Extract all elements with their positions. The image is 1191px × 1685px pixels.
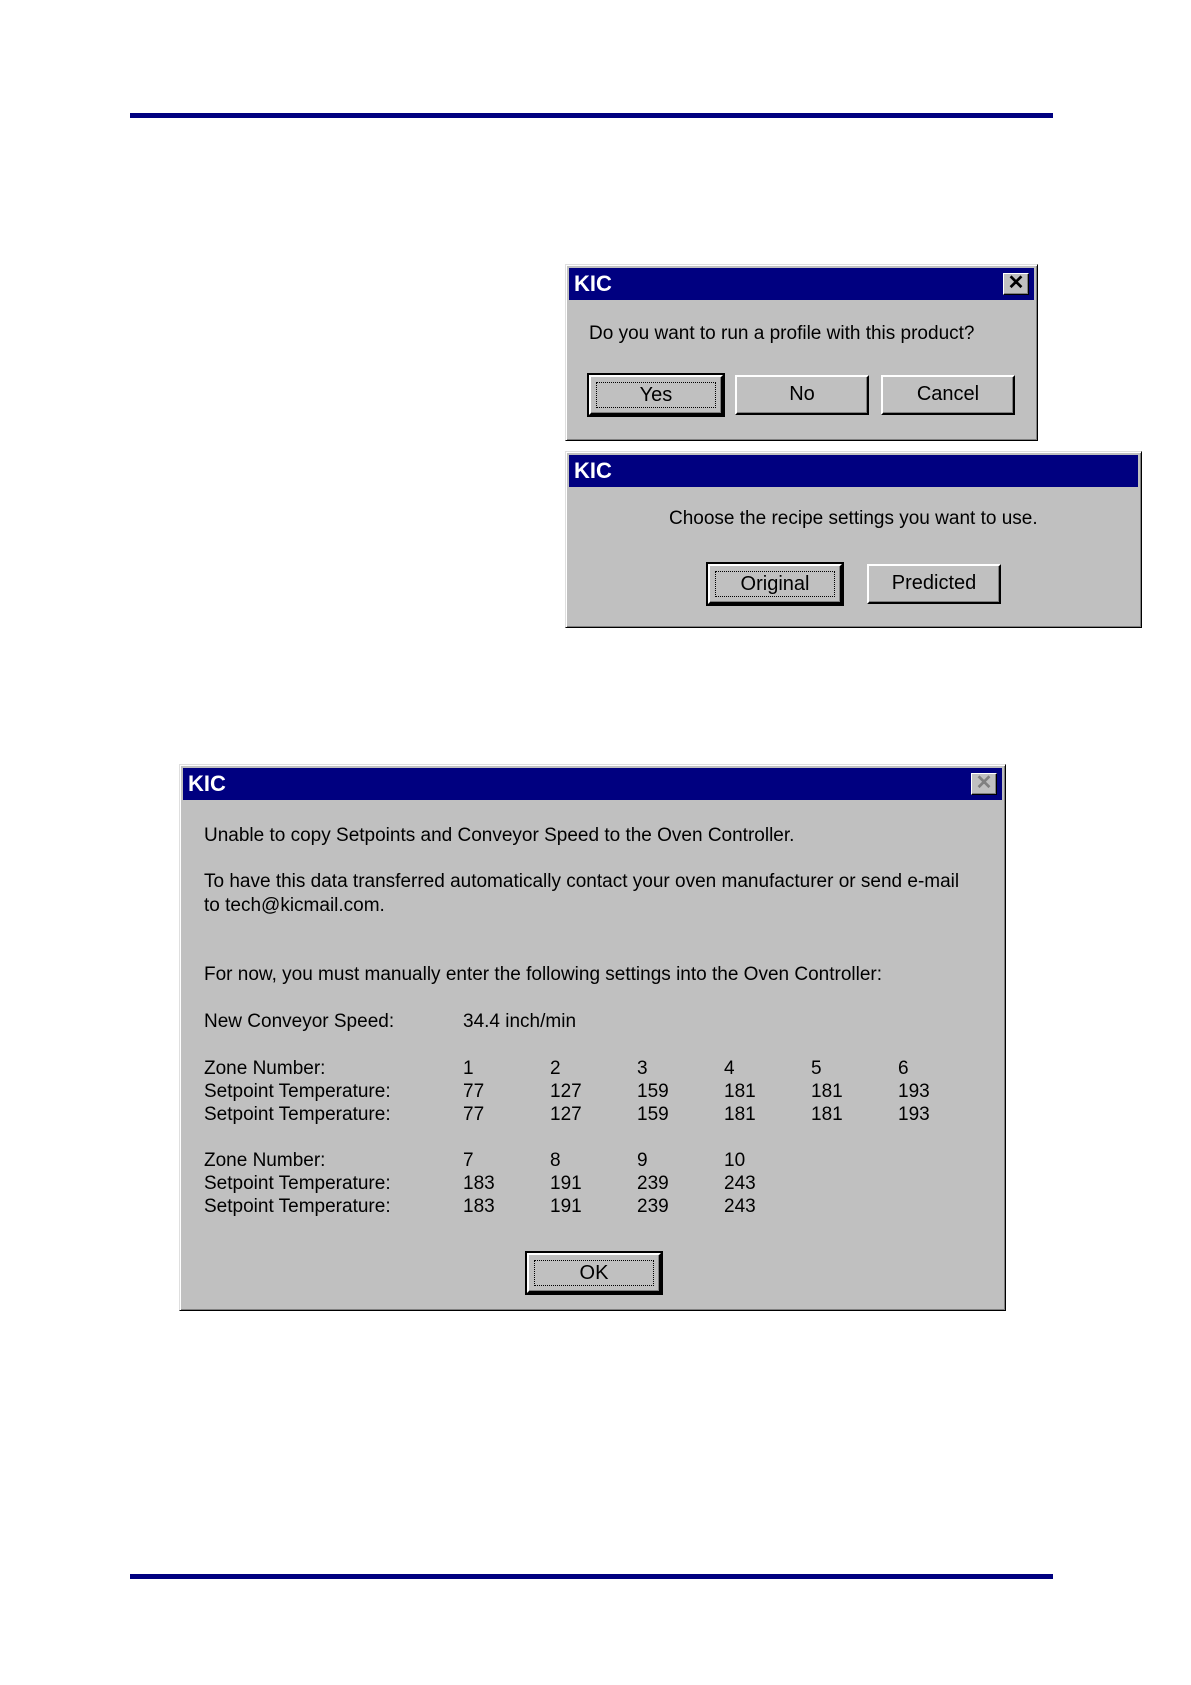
original-button-label: Original	[715, 571, 835, 597]
dialog-title: KIC	[188, 771, 226, 796]
setpoint-label: Setpoint Temperature:	[204, 1196, 391, 1217]
ok-button[interactable]	[527, 1253, 661, 1293]
setpoint-value: 239	[637, 1196, 669, 1217]
dialog-message: Do you want to run a profile with this product?	[589, 323, 975, 344]
zone-number: 10	[724, 1150, 746, 1171]
cancel-button[interactable]: Cancel	[881, 375, 1015, 415]
zone-number: 9	[637, 1150, 648, 1171]
oven-settings-dialog	[179, 764, 1006, 1311]
predicted-button[interactable]: Predicted	[867, 564, 1001, 604]
ok-button-label: OK	[534, 1260, 654, 1286]
no-button[interactable]: No	[735, 375, 869, 415]
setpoint-value: 181	[724, 1104, 756, 1125]
zone-number: 6	[898, 1058, 909, 1079]
dialog-titlebar	[183, 768, 1002, 800]
setpoint-value: 191	[550, 1196, 582, 1217]
zone-number: 3	[637, 1058, 648, 1079]
setpoint-label: Setpoint Temperature:	[204, 1173, 391, 1194]
zone-number: 5	[811, 1058, 822, 1079]
dialog-message: Choose the recipe settings you want to use.	[669, 508, 1038, 529]
conveyor-value: 34.4 inch/min	[463, 1011, 577, 1032]
setpoint-value: 181	[724, 1081, 756, 1102]
setpoint-value: 183	[463, 1196, 495, 1217]
instruction-line: For now, you must manually enter the following settings into the Oven Controller:	[204, 964, 883, 985]
info-line-email: to tech@kicmail.com.	[204, 895, 385, 916]
zone-number: 7	[463, 1150, 474, 1171]
zone-label: Zone Number:	[204, 1058, 326, 1079]
yes-button-label: Yes	[596, 382, 716, 408]
setpoint-value: 77	[463, 1104, 485, 1125]
zone-number: 2	[550, 1058, 561, 1079]
setpoint-value: 191	[550, 1173, 582, 1194]
close-icon[interactable]: ✕	[971, 773, 997, 795]
setpoint-label: Setpoint Temperature:	[204, 1104, 391, 1125]
setpoint-value: 243	[724, 1173, 756, 1194]
info-line: To have this data transferred automatically contact your oven manufacturer or send e-mail	[204, 871, 960, 892]
close-icon[interactable]: ✕	[1003, 273, 1029, 295]
setpoint-value: 243	[724, 1196, 756, 1217]
original-button[interactable]	[708, 564, 842, 604]
setpoint-value: 127	[550, 1081, 582, 1102]
yes-button[interactable]	[589, 375, 723, 415]
zone-number: 1	[463, 1058, 474, 1079]
setpoint-label: Setpoint Temperature:	[204, 1081, 391, 1102]
conveyor-label: New Conveyor Speed:	[204, 1011, 395, 1032]
profile-prompt-dialog	[565, 264, 1038, 441]
zone-number: 4	[724, 1058, 735, 1079]
footer-rule	[130, 1574, 1053, 1579]
setpoint-value: 181	[811, 1081, 843, 1102]
dialog-title: KIC	[574, 458, 612, 483]
header-rule	[130, 113, 1053, 118]
setpoint-value: 193	[898, 1081, 930, 1102]
setpoint-value: 159	[637, 1081, 669, 1102]
setpoint-value: 239	[637, 1173, 669, 1194]
setpoint-value: 181	[811, 1104, 843, 1125]
setpoint-value: 159	[637, 1104, 669, 1125]
setpoint-value: 127	[550, 1104, 582, 1125]
recipe-choice-dialog	[565, 451, 1142, 628]
setpoint-value: 193	[898, 1104, 930, 1125]
zone-number: 8	[550, 1150, 561, 1171]
error-line: Unable to copy Setpoints and Conveyor Speed to the Oven Controller.	[204, 825, 795, 846]
dialog-titlebar	[569, 268, 1034, 300]
setpoint-value: 77	[463, 1081, 485, 1102]
setpoint-value: 183	[463, 1173, 495, 1194]
dialog-title: KIC	[574, 271, 612, 296]
zone-label: Zone Number:	[204, 1150, 326, 1171]
dialog-titlebar	[569, 455, 1138, 487]
